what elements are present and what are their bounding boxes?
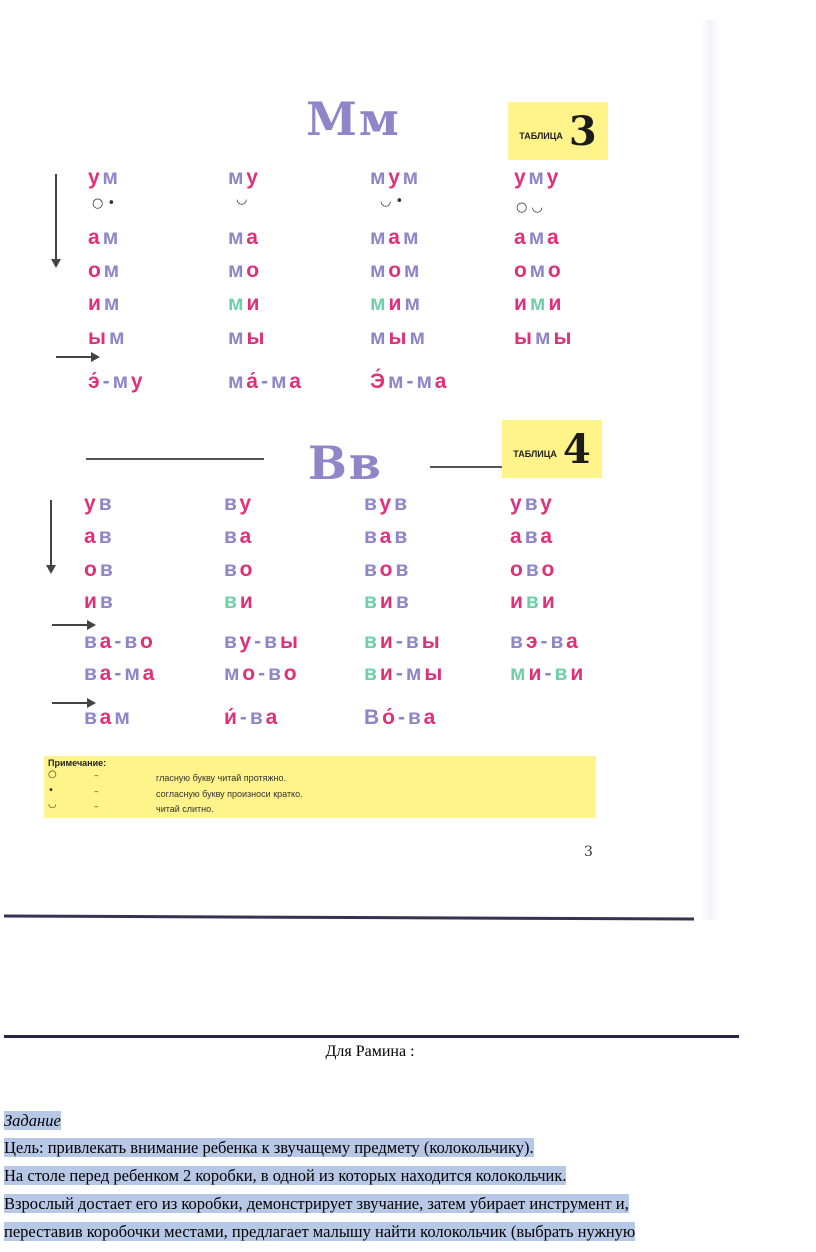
letter: в xyxy=(364,492,380,515)
letter: у xyxy=(540,492,555,515)
letter: м xyxy=(228,292,247,315)
letter: - xyxy=(254,630,265,653)
letter: в xyxy=(405,630,422,653)
page-shadow xyxy=(700,20,720,920)
task-line: На столе перед ребенком 2 коробки, в одной из которых находится колокольчик. xyxy=(4,1166,567,1185)
syllable-cell xyxy=(224,590,256,614)
letter: в xyxy=(394,525,411,548)
letter: в xyxy=(408,706,424,729)
letter: в xyxy=(395,590,412,613)
syllable-cell xyxy=(514,259,564,283)
letter: о xyxy=(283,662,300,685)
syllable-cell xyxy=(364,558,411,582)
letter: в xyxy=(510,630,526,653)
letter: у xyxy=(84,492,99,515)
letter: м xyxy=(108,326,128,349)
letter: м xyxy=(103,292,123,315)
letter: а xyxy=(379,525,395,548)
letter: а xyxy=(566,630,581,653)
letter: о xyxy=(239,558,256,581)
vowel-circle-icon: ○ • xyxy=(92,196,116,211)
letter: а xyxy=(99,706,115,729)
letter: - xyxy=(398,706,408,729)
letter: в xyxy=(364,558,380,581)
letter: м xyxy=(228,259,247,282)
letter: в xyxy=(554,662,571,685)
letter: м xyxy=(370,292,389,315)
letter: в xyxy=(99,558,116,581)
letter: а xyxy=(239,525,255,548)
down-arrow-icon xyxy=(50,500,52,572)
letter: а xyxy=(434,370,450,393)
letter: м xyxy=(102,226,122,249)
letter: в xyxy=(84,706,100,729)
syllable-cell xyxy=(84,525,115,549)
letter: и xyxy=(246,292,263,315)
letter: м xyxy=(404,292,424,315)
letter: в xyxy=(364,662,380,685)
syllable-cell xyxy=(364,590,412,614)
letter: м xyxy=(402,166,422,189)
letter: о xyxy=(379,558,396,581)
letter: и xyxy=(528,662,545,685)
letter: Э́ xyxy=(370,370,388,393)
letter: и xyxy=(510,590,526,613)
letter: в xyxy=(364,590,380,613)
syllable-cell xyxy=(84,630,156,654)
syllable-cell xyxy=(510,525,555,549)
letter: а xyxy=(289,370,304,393)
syllable-cell xyxy=(370,370,449,394)
letter: В xyxy=(364,706,383,729)
note-text: согласную букву произноси кратко. xyxy=(156,789,303,799)
syllable-cell xyxy=(88,292,122,316)
letter: - xyxy=(395,630,406,653)
note-dash: – xyxy=(94,802,99,812)
syllable-cell xyxy=(514,226,562,250)
letter: в xyxy=(524,492,541,515)
caption: Для Рамина : xyxy=(325,1043,415,1060)
letter: ы xyxy=(88,326,109,349)
letter: ы xyxy=(421,630,443,653)
syllable-cell xyxy=(84,706,133,730)
letter: в xyxy=(268,662,284,685)
letter: а xyxy=(265,706,281,729)
syllable-cell xyxy=(88,259,122,283)
letter: ы xyxy=(246,326,268,349)
letter: а xyxy=(88,226,103,249)
right-arrow-icon xyxy=(52,624,94,626)
table-4-title: Вв xyxy=(308,436,383,490)
letter: - xyxy=(114,662,125,685)
letter: ы xyxy=(424,662,446,685)
syllable-cell xyxy=(84,590,116,614)
letter: в xyxy=(84,630,100,653)
letter: м xyxy=(409,326,429,349)
syllable-cell xyxy=(364,492,410,516)
letter: - xyxy=(258,662,269,685)
letter: в xyxy=(249,706,266,729)
syllable-cell xyxy=(228,166,261,190)
letter: и xyxy=(379,630,396,653)
syllable-cell xyxy=(228,292,262,316)
letter: - xyxy=(114,630,125,653)
table-3-number: 3 xyxy=(568,107,597,155)
letter: и xyxy=(84,590,100,613)
syllable-cell xyxy=(84,662,157,686)
letter: м xyxy=(529,259,548,282)
syllable-cell xyxy=(224,558,255,582)
letter: о xyxy=(88,259,104,282)
letter: у xyxy=(379,492,395,515)
letter: в xyxy=(98,492,115,515)
task-line: Цель: привлекать внимание ребенка к звучащему предмету (колокольчику). xyxy=(4,1138,534,1157)
task-line: Взрослый достает его из коробки, демонстрирует звучание, затем убирает инструмент и, xyxy=(4,1194,629,1213)
letter: и xyxy=(548,292,565,315)
letter: а́ xyxy=(246,370,261,393)
right-arrow-icon xyxy=(52,702,94,704)
arc-icon: ◡ xyxy=(48,799,57,810)
letter: в xyxy=(364,525,380,548)
letter: ы xyxy=(388,326,410,349)
letter: и xyxy=(514,292,530,315)
divider-left xyxy=(86,458,264,460)
syllable-cell xyxy=(224,706,280,730)
syllable-cell xyxy=(364,662,445,686)
letter: в xyxy=(224,590,240,613)
letter: о xyxy=(514,259,530,282)
letter: - xyxy=(544,662,555,685)
letter: в xyxy=(525,558,542,581)
letter: в xyxy=(224,630,240,653)
syllable-cell xyxy=(228,226,261,250)
syllable-cell xyxy=(224,492,254,516)
letter: в xyxy=(99,590,116,613)
table-4-badge xyxy=(502,420,602,478)
letter: в xyxy=(550,630,567,653)
slur-arc-icon: ◡ xyxy=(236,192,248,207)
note-dash: – xyxy=(94,787,99,797)
syllable-cell xyxy=(370,226,422,250)
letter: м xyxy=(270,370,290,393)
syllable-cell xyxy=(514,326,574,350)
letter: - xyxy=(406,370,417,393)
syllable-cell xyxy=(88,370,146,394)
letter: в xyxy=(98,525,115,548)
letter: в xyxy=(364,630,380,653)
syllable-cell xyxy=(364,630,443,654)
letter: м xyxy=(405,662,425,685)
slur-dot-icon: ◡ • xyxy=(380,194,404,209)
letter: в xyxy=(264,630,280,653)
letter: у xyxy=(388,166,403,189)
letter: м xyxy=(510,662,529,685)
letter: в xyxy=(224,525,240,548)
letter: м xyxy=(528,226,547,249)
letter: и xyxy=(239,590,256,613)
letter: в xyxy=(84,662,100,685)
letter: м xyxy=(103,259,123,282)
letter: а xyxy=(84,525,99,548)
letter: м xyxy=(528,166,547,189)
dot-icon: • xyxy=(48,785,54,796)
letter: а xyxy=(514,226,529,249)
scan-edge xyxy=(4,914,694,920)
letter: а xyxy=(510,525,525,548)
letter: у xyxy=(130,370,146,393)
letter: - xyxy=(395,662,406,685)
letter: м xyxy=(370,226,389,249)
syllable-cell xyxy=(364,525,410,549)
letter: о xyxy=(84,558,100,581)
table-3-label: ТАБЛИЦА xyxy=(519,131,563,141)
letter: у xyxy=(239,492,255,515)
syllable-cell xyxy=(370,259,422,283)
syllable-cell xyxy=(370,292,423,316)
letter: и xyxy=(379,590,396,613)
letter: м xyxy=(370,326,389,349)
letter: - xyxy=(260,370,271,393)
letter: ы xyxy=(514,326,535,349)
letter: м xyxy=(114,706,133,729)
note-dash: – xyxy=(94,771,99,781)
letter: о xyxy=(246,259,263,282)
letter: о xyxy=(242,662,259,685)
letter: в xyxy=(524,525,541,548)
syllable-cell xyxy=(510,590,558,614)
letter: м xyxy=(228,166,247,189)
syllable-cell xyxy=(84,492,115,516)
syllable-cell xyxy=(514,166,561,190)
letter: в xyxy=(395,558,412,581)
note-box xyxy=(44,756,596,818)
letter: э́ xyxy=(88,370,103,393)
letter: а xyxy=(388,226,403,249)
letter: у xyxy=(514,166,529,189)
syllable-cell xyxy=(510,662,586,686)
syllable-cell xyxy=(228,370,304,394)
task-line: переставив коробочки местами, предлагает малышу найти колокольчик (выбрать нужную xyxy=(4,1222,636,1241)
letter: ы xyxy=(280,630,301,653)
letter: м xyxy=(228,226,247,249)
letter: и xyxy=(388,292,405,315)
letter: м xyxy=(416,370,435,393)
table-4-label: ТАБЛИЦА xyxy=(513,449,557,459)
letter: а xyxy=(546,226,562,249)
letter: м xyxy=(228,370,247,393)
right-arrow-icon xyxy=(56,356,98,358)
letter: в xyxy=(224,492,240,515)
note-text: читай слитно. xyxy=(156,804,214,814)
letter: м xyxy=(529,292,549,315)
note-text: гласную букву читай протяжно. xyxy=(156,773,286,783)
letter: - xyxy=(102,370,113,393)
letter: у xyxy=(546,166,562,189)
syllable-cell xyxy=(88,326,127,350)
task-heading: Задание xyxy=(4,1111,61,1130)
syllable-cell xyxy=(84,558,116,582)
letter: м xyxy=(124,662,143,685)
letter: м xyxy=(534,326,554,349)
letter: а xyxy=(540,525,556,548)
letter: а xyxy=(99,662,115,685)
letter: э xyxy=(525,630,541,653)
circle-arc-icon: ○ ◡ xyxy=(516,200,543,215)
syllable-cell xyxy=(370,326,428,350)
letter: м xyxy=(403,259,423,282)
syllable-cell xyxy=(88,166,121,190)
letter: в xyxy=(124,630,140,653)
syllable-cell xyxy=(228,259,262,283)
syllable-cell xyxy=(370,166,421,190)
letter: а xyxy=(142,662,158,685)
letter: о xyxy=(139,630,156,653)
syllable-cell xyxy=(510,492,555,516)
letter: о xyxy=(547,259,564,282)
letter: и xyxy=(379,662,396,685)
syllable-cell xyxy=(224,630,301,654)
note-title: Примечание: xyxy=(48,758,107,768)
letter: м xyxy=(370,259,389,282)
letter: м xyxy=(370,166,389,189)
letter: в xyxy=(525,590,542,613)
syllable-cell xyxy=(510,630,581,654)
letter: а xyxy=(423,706,439,729)
letter: ы xyxy=(553,326,575,349)
page-number: 3 xyxy=(584,844,593,860)
letter: м xyxy=(228,326,247,349)
letter: м xyxy=(112,370,131,393)
letter: м xyxy=(387,370,407,393)
down-arrow-icon xyxy=(55,174,57,266)
scan-bottom-edge xyxy=(4,1035,739,1038)
letter: в xyxy=(394,492,410,515)
letter: и́ xyxy=(224,706,240,729)
circle-icon: ○ xyxy=(48,769,57,780)
letter: в xyxy=(224,558,240,581)
syllable-cell xyxy=(88,226,121,250)
letter: у xyxy=(239,630,255,653)
letter: у xyxy=(246,166,261,189)
letter: о xyxy=(541,558,558,581)
syllable-cell xyxy=(224,662,300,686)
letter: м xyxy=(224,662,243,685)
letter: о́ xyxy=(382,706,398,729)
letter: м xyxy=(102,166,121,189)
letter: у xyxy=(510,492,525,515)
letter: у xyxy=(88,166,103,189)
letter: и xyxy=(570,662,587,685)
letter: - xyxy=(540,630,551,653)
letter: а xyxy=(99,630,115,653)
syllable-cell xyxy=(364,706,438,730)
letter: и xyxy=(88,292,104,315)
letter: о xyxy=(510,558,526,581)
table-4-number: 4 xyxy=(562,425,591,473)
letter: а xyxy=(246,226,261,249)
letter: м xyxy=(402,226,422,249)
letter: и xyxy=(541,590,558,613)
syllable-cell xyxy=(228,326,267,350)
divider-right xyxy=(430,466,502,468)
table-3-badge xyxy=(508,102,608,160)
syllable-cell xyxy=(514,292,564,316)
syllable-cell xyxy=(510,558,557,582)
table-3-title: Мм xyxy=(306,92,401,146)
syllable-cell xyxy=(224,525,254,549)
letter: о xyxy=(388,259,404,282)
letter: - xyxy=(239,706,250,729)
